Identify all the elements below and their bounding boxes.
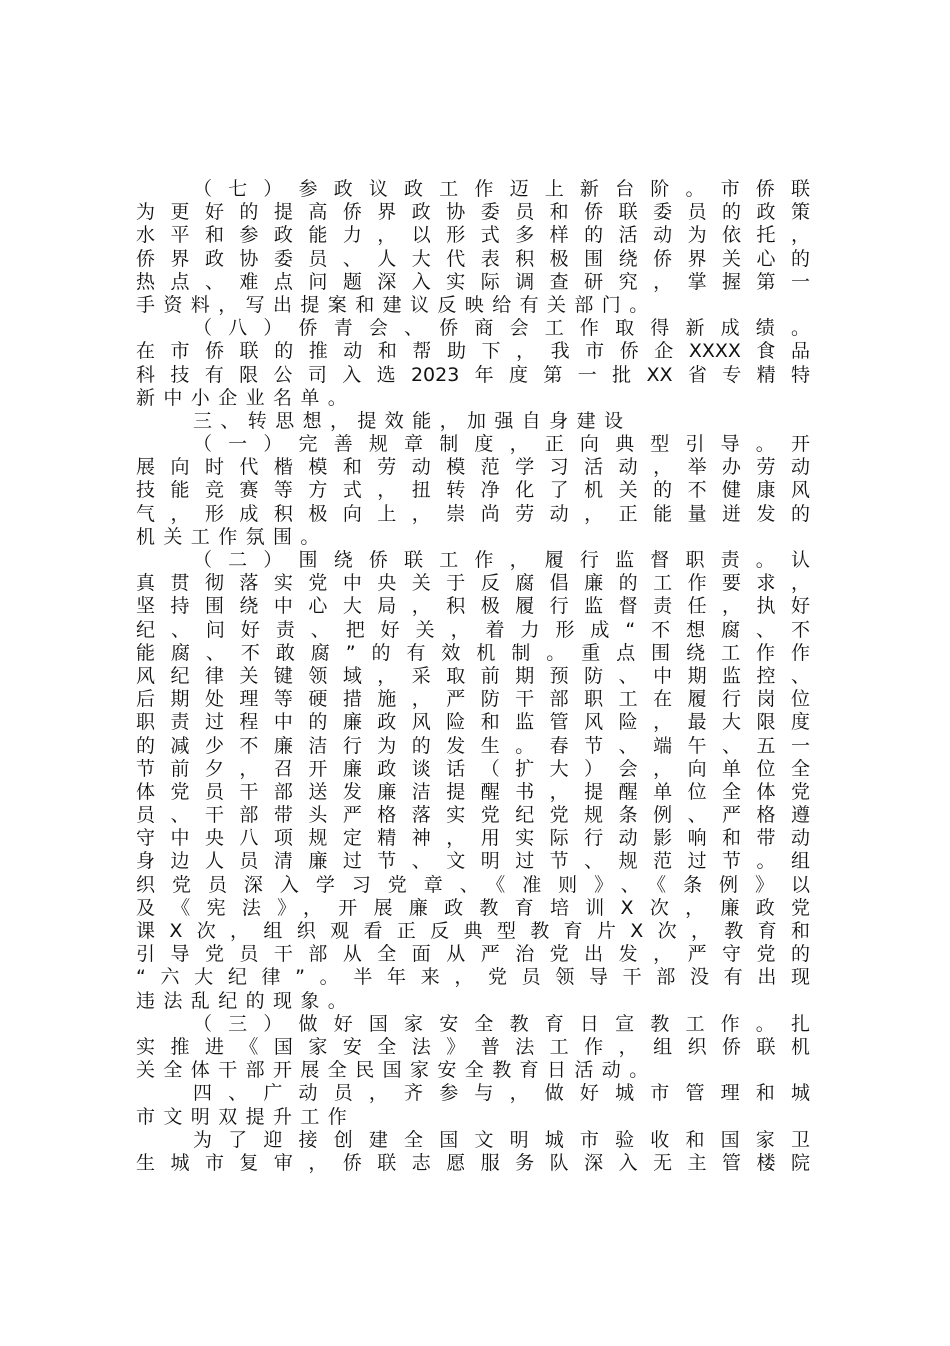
document-body xyxy=(136,178,810,1175)
text-line: 能腐、不敢腐”的有效机制。重点围绕工作作 xyxy=(136,641,810,664)
text-line: 节前夕，召开廉政谈话（扩大）会，向单位全 xyxy=(136,757,810,780)
text-line: 科技有限公司入选2023年度第一批XX省专精特 xyxy=(136,363,810,386)
text-line: 后期处理等硬措施，严防干部职工在履行岗位 xyxy=(136,688,810,711)
text-line: 织党员深入学习党章、《准则》、《条例》以 xyxy=(136,873,810,896)
document-page xyxy=(136,178,810,1175)
text-line: 手资料，写出提案和建议反映给有关部门。 xyxy=(136,293,657,316)
text-line: 为了迎接创建全国文明城市验收和国家卫 xyxy=(193,1128,810,1151)
text-line: 守中央八项规定精神，用实际行动影响和带动 xyxy=(136,827,810,850)
text-line: 技能竞赛等方式，扭转净化了机关的不健康风 xyxy=(136,479,810,502)
text-line: 在市侨联的推动和帮助下，我市侨企XXXX食品 xyxy=(136,340,810,363)
text-line: 引导党员干部从全面从严治党出发，严守党的 xyxy=(136,943,810,966)
text-line: 生城市复审，侨联志愿服务队深入无主管楼院 xyxy=(136,1151,810,1174)
text-line: 职责过程中的廉政风险和监管风险，最大限度 xyxy=(136,711,810,734)
text-line: 机关工作氛围。 xyxy=(136,525,328,548)
text-line: 违法乱纪的现象。 xyxy=(136,989,356,1012)
text-line: （三）做好国家安全教育日宣教工作。扎 xyxy=(193,1012,810,1035)
text-line: 的减少不廉洁行为的发生。春节、端午、五一 xyxy=(136,734,810,757)
text-line: 展向时代楷模和劳动模范学习活动，举办劳动 xyxy=(136,456,810,479)
text-line: （七）参政议政工作迈上新台阶。市侨联 xyxy=(193,178,810,200)
text-line: 实推进《国家安全法》普法工作，组织侨联机 xyxy=(136,1035,810,1058)
text-line: 气，形成积极向上，崇尚劳动，正能量迸发的 xyxy=(136,502,810,525)
text-line: 为更好的提高侨界政协委员和侨联委员的政策 xyxy=(136,201,810,224)
text-line: 热点、难点问题深入实际调查研究，掌握第一 xyxy=(136,270,810,293)
text-line: （八）侨青会、侨商会工作取得新成绩。 xyxy=(193,317,810,340)
text-line: （二）围绕侨联工作，履行监督职责。认 xyxy=(193,549,810,571)
text-line: 侨界政协委员、人大代表积极围绕侨界关心的 xyxy=(136,247,810,270)
text-line: 水平和参政能力，以形式多样的活动为依托， xyxy=(136,224,810,247)
text-line: 风纪律关键领域，采取前期预防、中期监控、 xyxy=(136,664,810,687)
text-line: “六大纪律”。半年来，党员领导干部没有出现 xyxy=(136,966,810,989)
text-line: 课X次，组织观看正反典型教育片X次，教育和 xyxy=(136,920,810,942)
text-line: 及《宪法》，开展廉政教育培训X次，廉政党 xyxy=(136,896,810,919)
text-line: 坚持围绕中心大局，积极履行监督责任，执好 xyxy=(136,595,810,618)
text-line: 市文明双提升工作 xyxy=(136,1105,356,1128)
text-line: 三、转思想，提效能，加强自身建设 xyxy=(193,409,632,432)
text-line: 体党员干部送发廉洁提醒书，提醒单位全体党 xyxy=(136,780,810,803)
text-line: 关全体干部开展全民国家安全教育日活动。 xyxy=(136,1059,657,1082)
text-line: 新中小企业名单。 xyxy=(136,386,356,409)
text-line: （一）完善规章制度，正向典型引导。开 xyxy=(193,433,810,456)
text-line: 身边人员清廉过节、文明过节、规范过节。组 xyxy=(136,850,810,873)
text-line: 员、干部带头严格落实党纪党规条例、严格遵 xyxy=(136,804,810,827)
text-line: 纪、问好责、把好关，着力形成“不想腐、不 xyxy=(136,618,810,641)
text-line: 四、广动员，齐参与，做好城市管理和城 xyxy=(193,1082,810,1105)
text-line: 真贯彻落实党中央关于反腐倡廉的工作要求， xyxy=(136,572,810,595)
